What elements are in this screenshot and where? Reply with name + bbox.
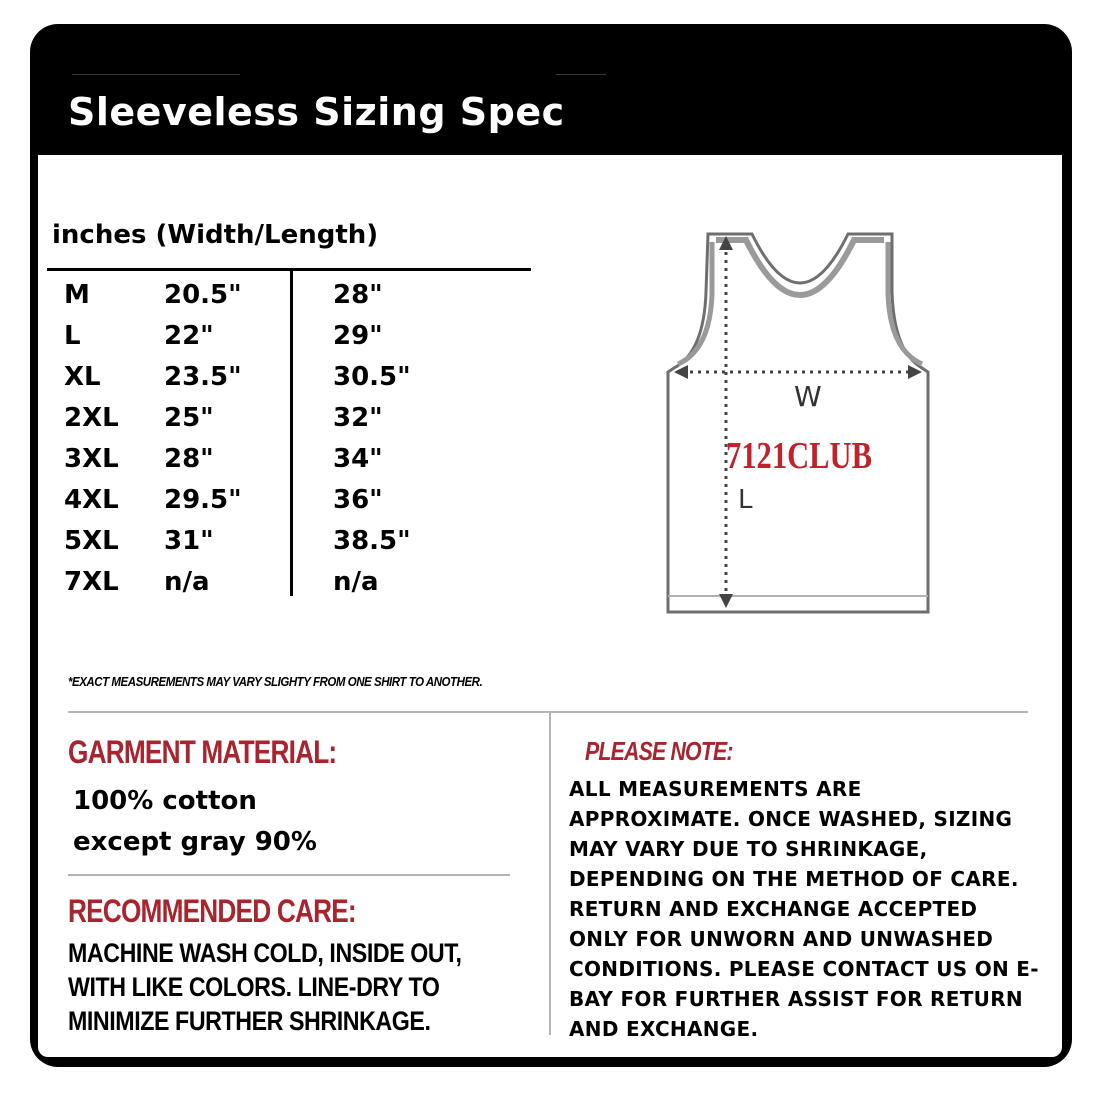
page-title: Sleeveless Sizing Spec (68, 90, 565, 134)
length-cell: 28" (333, 280, 383, 310)
length-cell: n/a (333, 567, 379, 597)
size-cell: 3XL (64, 444, 119, 474)
size-cell: 5XL (64, 526, 119, 556)
width-cell: 22" (164, 321, 214, 351)
length-label: L (738, 485, 753, 515)
care-heading: RECOMMENDED CARE: (68, 893, 356, 929)
length-cell: 38.5" (333, 526, 411, 556)
width-cell: 28" (164, 444, 214, 474)
table-column-divider (290, 270, 293, 596)
material-care-divider (68, 874, 510, 876)
section-divider (68, 711, 1028, 713)
material-line-2: except gray 90% (73, 827, 317, 857)
note-heading: PLEASE NOTE: (585, 736, 733, 766)
note-text: ALL MEASUREMENTS ARE APPROXIMATE. ONCE WASHED, SIZING MAY VARY DUE TO SHRINKAGE, DEPENDING ON THE METHOD OF CARE. RETURN AND EXCHANGE ACCEPTED ONLY FOR UNWORN AND UNWASHED CONDITIONS. PLEASE CONTACT US ON E-BAY FOR FURTHER ASSIST FOR RETURN AND EXCHANGE. (569, 777, 1039, 1041)
size-cell: 2XL (64, 403, 119, 433)
size-cell: 4XL (64, 485, 119, 515)
width-label: W (794, 380, 822, 413)
header-decor-line (72, 74, 240, 75)
size-cell: L (64, 321, 81, 351)
width-cell: 23.5" (164, 362, 242, 392)
width-cell: 29.5" (164, 485, 242, 515)
header-decor-line (556, 74, 606, 75)
size-cell: XL (64, 362, 101, 392)
width-cell: 25" (164, 403, 214, 433)
width-cell: 20.5" (164, 280, 242, 310)
length-cell: 30.5" (333, 362, 411, 392)
units-label: inches (Width/Length) (52, 220, 379, 250)
material-heading: GARMENT MATERIAL: (68, 734, 337, 770)
tank-top-diagram (660, 222, 940, 622)
size-cell: M (64, 280, 90, 310)
size-cell: 7XL (64, 567, 119, 597)
measurement-disclaimer: *EXACT MEASUREMENTS MAY VARY SLIGHTY FROM ONE SHIRT TO ANOTHER. (68, 675, 483, 689)
width-cell: n/a (164, 567, 210, 597)
length-cell: 34" (333, 444, 383, 474)
length-cell: 36" (333, 485, 383, 515)
table-header-rule (47, 268, 531, 271)
width-cell: 31" (164, 526, 214, 556)
care-instructions: MACHINE WASH COLD, INSIDE OUT, WITH LIKE COLORS. LINE-DRY TO MINIMIZE FURTHER SHRINKAGE. (68, 938, 462, 1036)
length-cell: 29" (333, 321, 383, 351)
material-line-1: 100% cotton (73, 786, 257, 816)
column-divider (549, 713, 551, 1035)
brand-label: 7121CLUB (726, 435, 872, 477)
length-cell: 32" (333, 403, 383, 433)
